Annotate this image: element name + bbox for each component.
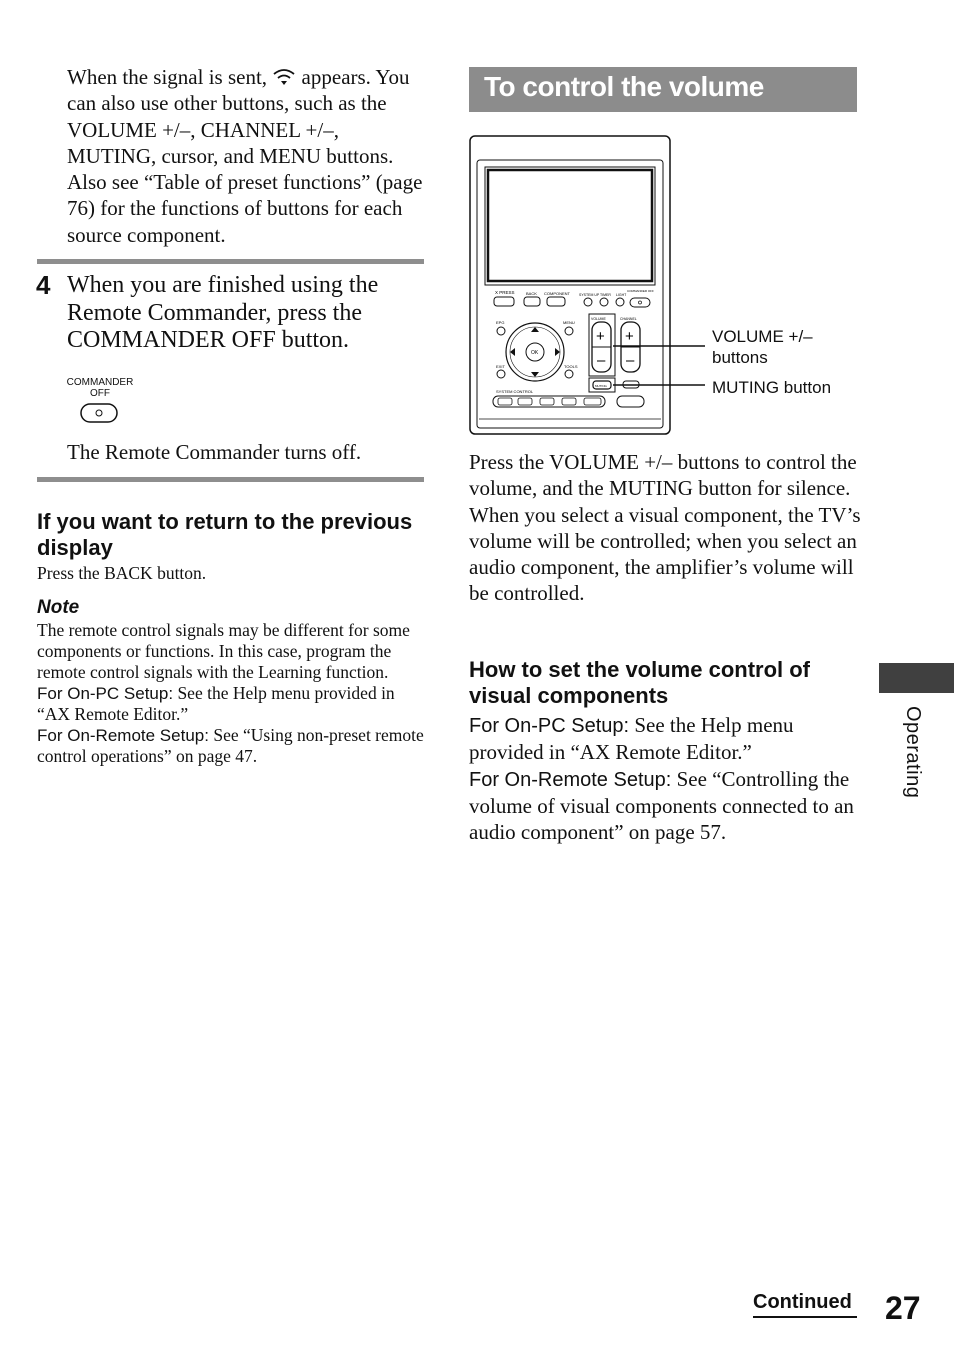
intro-text-start: When the signal is sent, <box>67 65 273 89</box>
remote-sys-btn-3 <box>540 398 554 405</box>
note-remote-setup <box>37 725 427 767</box>
note-pc-setup <box>37 683 427 725</box>
remote-label-system-control: SYSTEM CONTROL <box>496 389 534 394</box>
remote-label-tools: TOOLS <box>564 364 578 369</box>
commander-off-label-line1: COMMANDER <box>66 377 134 388</box>
remote-btn-xpress <box>494 297 514 306</box>
remote-sys-btn-2 <box>518 398 532 405</box>
remote-sys-btn-5 <box>584 398 601 405</box>
remote-label-sysup: SYSTEM UP <box>579 293 600 297</box>
remote-setup-label: For On-Remote Setup: <box>37 726 209 745</box>
remote-screen <box>488 170 652 281</box>
return-heading: If you want to return to the previous display <box>37 509 413 560</box>
visual-pc-setup <box>469 712 861 766</box>
commander-off-label-line2: OFF <box>90 388 110 399</box>
step-text: When you are finished using the Remote Commander, press the COMMANDER OFF button. <box>67 272 379 353</box>
remote-label-commander-off: COMMANDER OFF <box>627 289 654 293</box>
visual-remote-setup <box>469 766 861 846</box>
remote-btn-sysup <box>584 298 592 306</box>
remote-label-light: LIGHT <box>616 293 627 297</box>
callout-volume-label: VOLUME +/– buttons <box>712 327 813 367</box>
pc-setup-label: For On-PC Setup: <box>37 684 174 703</box>
return-text: Press the BACK button. <box>37 563 207 583</box>
remote-volume-minus: – <box>597 352 606 369</box>
note-heading: Note <box>37 597 80 618</box>
step-number: 4 <box>36 270 51 300</box>
remote-label-epg: EPG <box>496 320 505 325</box>
continued-label: Continued <box>753 1291 852 1313</box>
intro-text-end: appears. You can also use other buttons, such as the VOLUME +/–, CHANNEL +/–, MUTING, cursor, and MENU buttons. Also see “Table of preset functions” (page 76) for the functions of buttons for each source component. <box>67 65 423 247</box>
note-text: The remote control signals may be different for some components or functions. In this case, program the remote control signals with the Learning function. <box>37 620 410 682</box>
divider-bottom <box>37 477 424 482</box>
remote-setup-text: See “Using non-preset remote control operations” on page 47. <box>37 725 424 766</box>
remote-label-menu: MENU <box>563 320 575 325</box>
visual-heading: How to set the volume control of visual components <box>469 657 811 708</box>
remote-btn-tools <box>565 370 573 378</box>
remote-label-back: BACK <box>526 291 537 296</box>
remote-volume-plus: + <box>596 328 605 345</box>
remote-label-timer: TIMER <box>600 293 611 297</box>
remote-label-component: COMPONENT <box>544 291 570 296</box>
callout-muting-label: MUTING button <box>712 378 832 397</box>
visual-body <box>469 712 861 845</box>
remote-btn-back <box>524 297 540 306</box>
remote-btn-exit <box>497 370 505 378</box>
remote-label-exit: EXIT <box>496 364 505 369</box>
remote-label-volume: VOLUME <box>591 317 606 321</box>
continued-underline <box>753 1316 857 1318</box>
section-title: To control the volume <box>484 71 764 102</box>
visual-remote-label: For On-Remote Setup: <box>469 768 672 791</box>
section-title-bar <box>469 67 857 112</box>
commander-off-label <box>62 377 138 399</box>
remote-label-channel: CHANNEL <box>620 317 637 321</box>
remote-label-ok: OK <box>531 350 539 356</box>
intro-paragraph <box>67 64 429 248</box>
visual-pc-text: See the Help menu provided in “AX Remote Editor.” <box>469 713 794 765</box>
side-tab-label: Operating <box>902 706 924 799</box>
visual-remote-text: See “Controlling the volume of visual components connected to an audio component” on page 57. <box>469 766 854 845</box>
remote-btn-epg <box>497 327 505 335</box>
remote-btn-commander-off <box>630 298 650 307</box>
divider-top <box>37 259 424 264</box>
visual-pc-label: For On-PC Setup: <box>469 715 630 737</box>
side-tab-block <box>879 663 954 693</box>
remote-sys-btn-1 <box>498 398 512 405</box>
remote-channel-plus: + <box>625 328 634 345</box>
remote-btn-menu <box>565 327 573 335</box>
page-number: 27 <box>885 1290 921 1326</box>
remote-btn-bottom-right <box>617 396 644 407</box>
signal-icon <box>272 67 296 87</box>
remote-channel-minus: – <box>626 352 635 369</box>
turns-off-text: The Remote Commander turns off. <box>67 440 362 464</box>
pc-setup-text: See the Help menu provided in “AX Remote Editor.” <box>37 683 395 724</box>
volume-main-text: Press the VOLUME +/– buttons to control the volume, and the MUTING button for silence. When you select a visual component, the TV’s volume will be controlled; when you select an audio component, the amplifier’s volume will be controlled. <box>469 450 861 606</box>
remote-btn-timer <box>600 298 608 306</box>
remote-sys-btn-4 <box>562 398 576 405</box>
remote-label-muting: MUTING <box>595 384 607 388</box>
commander-off-button-icon <box>80 403 118 423</box>
remote-label-xpress: X PRESS <box>495 290 515 295</box>
note-body <box>37 620 427 767</box>
remote-btn-light <box>616 298 624 306</box>
remote-btn-component <box>547 297 565 306</box>
